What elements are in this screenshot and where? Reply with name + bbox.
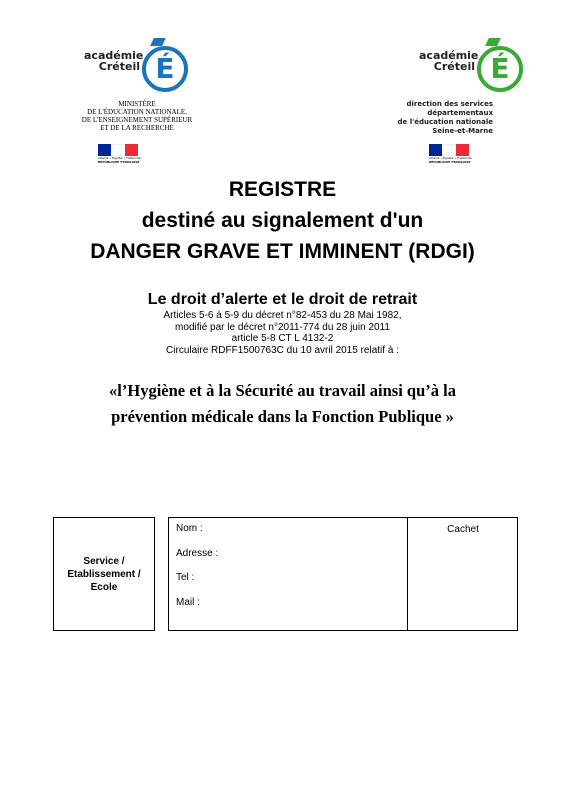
creteil-word: Créteil — [433, 60, 475, 73]
marianne-motto: Liberté • Égalité • Fraternité — [98, 156, 141, 160]
french-flag-icon — [429, 144, 469, 156]
reference-line: Articles 5-6 à 5-9 du décret n°82-453 du 28 Mai 1982, — [163, 310, 402, 321]
service-label-box — [53, 517, 155, 631]
mail-field-label: Mail : — [176, 597, 200, 608]
title-line-registre: REGISTRE — [228, 178, 337, 201]
dsden-line: de l'éducation nationale — [397, 118, 493, 126]
ministere-line: DE L'ENSEIGNEMENT SUPÉRIEUR — [81, 116, 193, 124]
title-line-destine: destiné au signalement d'un — [141, 209, 424, 232]
tel-field-label: Tel : — [176, 572, 195, 583]
subtitle-block — [0, 290, 565, 356]
reference-line: article 5-8 CT L 4132-2 — [231, 333, 334, 344]
academie-word: académie — [419, 49, 479, 62]
academie-wordmark — [84, 49, 144, 73]
cachet-label: Cachet — [447, 524, 479, 535]
ministere-line: DE L'ÉDUCATION NATIONALE, — [87, 108, 187, 116]
subtitle: Le droit d’alerte et le droit de retrait — [147, 291, 418, 308]
reference-line: modifié par le décret n°2011-774 du 28 juin 2011 — [175, 321, 390, 333]
marianne-rf: RÉPUBLIQUE FRANÇAISE — [429, 160, 471, 164]
etablissement-label: Etablissement / — [67, 568, 141, 580]
nom-field-label: Nom : — [176, 523, 203, 534]
e-accent-icon — [150, 38, 166, 46]
ministere-line: MINISTÈRE — [118, 100, 156, 108]
french-flag-icon — [98, 144, 138, 156]
document-title — [0, 174, 565, 267]
title-line-danger: DANGER GRAVE ET IMMINENT (RDGI) — [90, 240, 475, 263]
academie-e-logo-icon: É — [142, 46, 188, 92]
contact-info-box — [168, 517, 518, 631]
academie-wordmark — [419, 49, 479, 73]
ministere-line: ET DE LA RECHERCHE — [100, 124, 174, 132]
academie-e-logo-icon: É — [477, 46, 523, 92]
e-accent-icon — [485, 38, 501, 46]
adresse-field-label: Adresse : — [176, 548, 219, 559]
marianne-rf: RÉPUBLIQUE FRANÇAISE — [98, 160, 140, 164]
circulaire-quote — [0, 378, 565, 430]
quote-line: prévention médicale dans la Fonction Publique » — [111, 407, 454, 426]
marianne-logo — [429, 144, 472, 164]
dsden-line: direction des services — [406, 100, 493, 108]
reference-line: Circulaire RDFF1500763C du 10 avril 2015 relatif à : — [166, 344, 399, 356]
academie-word: académie — [84, 49, 144, 62]
dsden-line: départementaux — [427, 109, 493, 117]
creteil-word: Créteil — [98, 60, 140, 73]
service-label: Service / — [83, 555, 125, 567]
dsden-text — [395, 100, 493, 136]
ecole-label: Ecole — [90, 581, 118, 593]
dsden-line: Seine-et-Marne — [432, 127, 493, 135]
quote-line: «l’Hygiène et à la Sécurité au travail ainsi qu’à la — [109, 381, 456, 400]
ministere-text — [62, 100, 212, 132]
marianne-motto: Liberté • Égalité • Fraternité — [429, 156, 472, 160]
marianne-logo — [98, 144, 141, 164]
